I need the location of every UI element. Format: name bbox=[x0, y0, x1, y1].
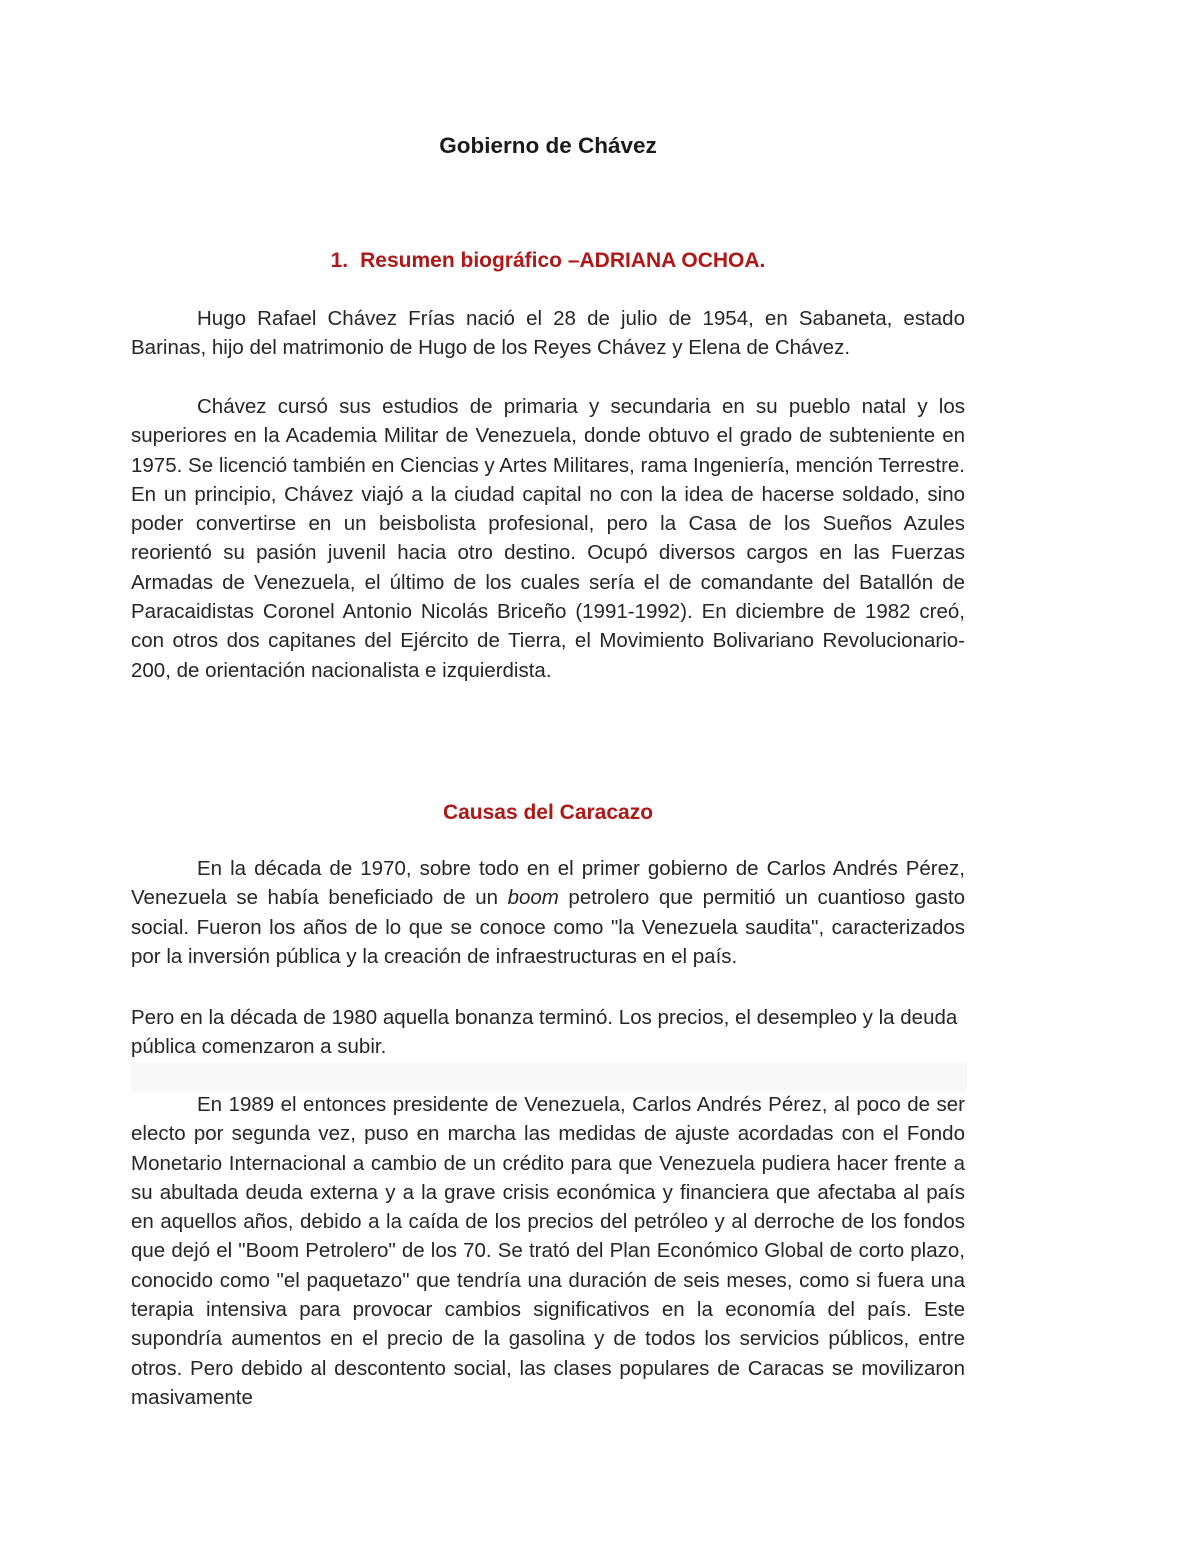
paragraph-career: Chávez cursó sus estudios de primaria y secundaria en su pueblo natal y los superiores en la Academia Militar de Venezuela, donde obtuvo el grado de subteniente en 1975. Se licenció también en Ciencias y Artes Militares, rama Ingeniería, mención Terrestre. En un principio, Chávez viajó a la ciudad capital no con la idea de hacerse soldado, sino poder convertirse en un beisbolista profesional, pero la Casa de los Sueños Azules reorientó su pasión juvenil hacia otro destino. Ocupó diversos cargos en las Fuerzas Armadas de Venezuela, el último de los cuales sería el de comandante del Batallón de Paracaidistas Coronel Antonio Nicolás Briceño (1991-1992). En diciembre de 1982 creó, con otros dos capitanes del Ejército de Tierra, el Movimiento Bolivariano Revolucionario-200, de orientación nacionalista e izquierdista. bbox=[131, 395, 965, 682]
shaded-blank-line bbox=[131, 1063, 967, 1093]
paragraph-birth: Hugo Rafael Chávez Frías nació el 28 de julio de 1954, en Sabaneta, estado Barinas, hijo del matrimonio de Hugo de los Reyes Chávez y Elena de Chávez. bbox=[131, 307, 965, 360]
section-heading-resumen bbox=[0, 249, 1096, 273]
paragraph-boom-text-2: petrolero que permitió un cuantioso gasto social. Fueron los años de lo que se conoce como "la Venezuela saudita", caracterizados por la inversión pública y la creación de infraestructuras en el país. bbox=[131, 886, 965, 968]
paragraph-boom-text-1: En la década de 1970, sobre todo en el primer gobierno de Carlos Andrés Pérez, Venezuela se había beneficiado de un bbox=[131, 857, 965, 910]
boom-italic-word: boom bbox=[507, 886, 559, 910]
section-number: 1. bbox=[330, 249, 349, 272]
paragraph-bonanza-end: Pero en la década de 1980 aquella bonanza terminó. Los precios, el desempleo y la deuda pública comenzaron a subir. bbox=[131, 1006, 958, 1059]
paragraph-boom bbox=[131, 854, 965, 971]
document-title: Gobierno de Chávez bbox=[439, 133, 657, 158]
section-heading-caracazo: Causas del Caracazo bbox=[442, 801, 654, 824]
paragraph-paquetazo: En 1989 el entonces presidente de Venezuela, Carlos Andrés Pérez, al poco de ser electo por segunda vez, puso en marcha las medidas de ajuste acordadas con el Fondo Monetario Internacional a cambio de un crédito para que Venezuela pudiera hacer frente a su abultada deuda externa y a la grave crisis económica y financiera que afectaba al país en aquellos años, debido a la caída de los precios del petróleo y al derroche de los fondos que dejó el "Boom Petrolero" de los 70. Se trató del Plan Económico Global de corto plazo, conocido como "el paquetazo" que tendría una duración de seis meses, como si fuera una terapia intensiva para provocar cambios significativos en la economía del país. Este supondría aumentos en el precio de la gasolina y de todos los servicios públicos, entre otros. Pero debido al descontento social, las clases populares de Caracas se movilizaron masivamente bbox=[131, 1093, 965, 1409]
section-heading-text: Resumen biográfico –ADRIANA OCHOA. bbox=[360, 249, 766, 272]
